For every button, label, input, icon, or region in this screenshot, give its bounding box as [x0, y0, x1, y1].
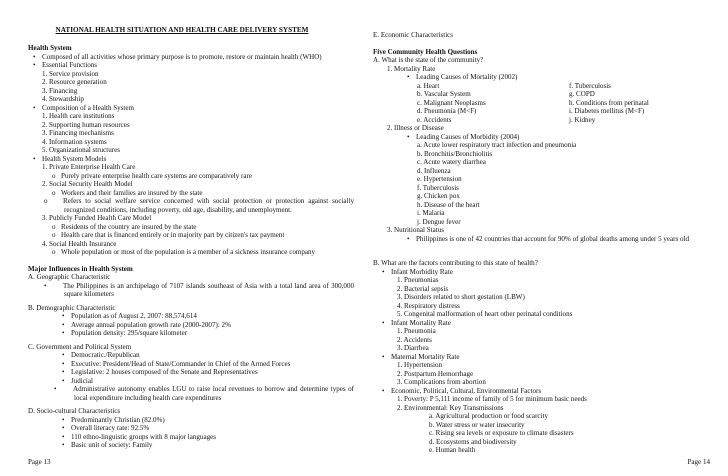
list-item: 1. Service provision: [42, 69, 99, 78]
question-label: A. What is the state of the community?: [373, 56, 484, 64]
list-item: j. Kidney: [569, 115, 596, 124]
list-item: 2. Social Security Health Model: [42, 180, 133, 188]
list-item: o Health care that is financed entirely or in majority part by citizen's tax payment: [52, 231, 285, 239]
list-item: b. Bronchitis/Bronchiolitis: [417, 149, 493, 158]
list-item: 2. Bacterial sepsis: [397, 284, 449, 293]
list-item: 2. Postpartum Hemorrhage: [397, 369, 474, 378]
list-item: 2. Accidents: [397, 335, 432, 344]
list-item: g. Chicken pox: [417, 192, 460, 200]
list-item: • Population density: 295/square kilometer: [62, 329, 188, 337]
list-item: d. Pneumonia (M<F): [417, 107, 477, 115]
list-item: • Population as of August 2, 2007: 88,574,614: [62, 312, 197, 320]
list-item: • Average annual population growth rate (2000-2007): 2%: [62, 320, 231, 329]
list-item: c. Malignant Neoplasms: [417, 98, 486, 107]
list-item: i. Diabetes mellitus (M<F): [569, 107, 645, 115]
major-influences-heading: Major Influences in Health System: [28, 264, 133, 273]
list-item: 1. Pneumonias: [397, 276, 439, 284]
list-item: 3. Publicly Funded Health Care Model: [42, 214, 152, 222]
list-item: • Leading Causes of Mortality (2002): [407, 73, 518, 81]
list-item: • The Philippines is an archipelago of 7107 islands southeast of Asia with a total land area of 300,000 square kilometers: [44, 281, 354, 298]
list-item: 1. Pneumonia: [397, 327, 436, 335]
list-item: 5. Organizational structures: [42, 146, 120, 154]
list-item: • Administrative autonomy enables LGU to raise local revenues to borrow and determine types of local expenditure including health care expenditures: [54, 385, 354, 402]
list-item: 3. Complications from abortion: [397, 378, 486, 386]
list-item: • Composed of all activities whose primary purpose is to promote, restore or maintain health (WHO): [33, 52, 322, 61]
list-item: • Basic unit of society: Family: [62, 441, 153, 449]
list-item: 1. Health care institutions: [42, 112, 115, 120]
list-item: d. Influenza: [417, 166, 451, 175]
list-item: • Judicial: [62, 376, 93, 385]
list-item: o Workers and their families are insured by the state: [52, 188, 203, 197]
list-item: 2. Environmental: Key Transmissions: [397, 403, 504, 412]
section-label: B. Demographic Characteristic: [28, 303, 116, 312]
list-item: e. Accidents: [417, 115, 452, 124]
question-label: B. What are the factors contributing to this state of health?: [373, 259, 538, 267]
list-item: 3. Disorders related to short gestation (LBW): [397, 293, 525, 301]
list-item: 3. Diarrhea: [397, 344, 429, 352]
page-13-content: [0, 44, 364, 450]
page-14-content: [364, 31, 728, 455]
list-item: j. Dengue fever: [417, 217, 461, 226]
list-item: 4. Social Health Insurance: [42, 239, 117, 248]
list-item: e. Human health: [429, 446, 476, 454]
list-item: • Philippines is one of 42 countries that account for 90% of global deaths among under 5 years old: [407, 234, 690, 243]
list-item: • Economic, Political, Cultural, Environmental Factors: [382, 386, 542, 395]
list-item: e. Hypertension: [417, 175, 462, 183]
list-item: • Maternal Mortality Rate: [382, 352, 460, 361]
list-item: • Overall literacy rate: 92.5%: [62, 424, 150, 432]
list-item: o Whole population or most of the population is a member of a sickness insurance company: [52, 248, 316, 256]
list-item: 1. Mortality Rate: [387, 64, 436, 73]
list-item: • 110 ethno-linguistic groups with 8 major languages: [62, 432, 216, 441]
list-item: • Essential Functions: [33, 61, 98, 69]
list-item: d. Ecosystems and biodiversity: [429, 437, 517, 446]
list-item: f. Tuberculosis: [569, 81, 611, 90]
list-item: • Leading Causes of Morbidity (2004): [407, 132, 520, 141]
list-item: 2. Illness or Disease: [387, 124, 444, 132]
list-item: • Health System Models: [33, 154, 107, 163]
list-item: • Executive: President/Head of State/Commander in Chief of the Armed Forces: [62, 359, 291, 368]
list-item: 1. Private Enterprise Health Care: [42, 163, 136, 171]
document-title: NATIONAL HEALTH SITUATION AND HEALTH CARE DELIVERY SYSTEM: [55, 26, 309, 34]
page-14: [364, 0, 728, 476]
page-number: Page 14: [687, 457, 710, 466]
list-item: f. Tuberculosis: [417, 183, 459, 192]
list-item: a. Acute lower respiratory tract infection and pneumonia: [417, 141, 577, 149]
five-questions-heading: Five Community Health Questions: [373, 47, 478, 56]
list-item: • Democratic./Republican: [62, 351, 140, 359]
list-item: • Infant Morbidity Rate: [382, 267, 453, 276]
list-item: o Refers to social welfare service concerned with social protection or protection against socially recognized conditions, including poverty, old age, disability, and unemployment.: [44, 197, 354, 214]
list-item: o Purely private enterprise health care systems are comparatively rare: [52, 171, 252, 180]
list-item: 1. Poverty: P 5,111 income of family of 5 for minimum basic needs: [397, 395, 587, 403]
section-label: A. Geographic Characteristic: [28, 273, 111, 281]
list-item: 4. Respiratory distress: [397, 301, 460, 310]
list-item: b. Vascular System: [417, 90, 471, 98]
list-item: 3. Financing: [42, 86, 78, 95]
page-number: Page 13: [28, 457, 51, 466]
list-item: a. Heart: [417, 81, 440, 90]
list-item: • Predominantly Christian (82.0%): [62, 415, 165, 424]
section-label: D. Socio-cultural Characteristics: [28, 407, 121, 415]
list-item: • Legislative: 2 houses composed of the Senate and Representatives: [62, 368, 258, 376]
mortality-causes-table: [373, 82, 718, 125]
list-item: 2. Supporting human resources: [42, 120, 130, 129]
list-item: h. Conditions from perinatal: [569, 98, 649, 107]
list-item: c. Acute watery diarrhea: [417, 158, 486, 166]
list-item: c. Rising sea levels or exposure to climate disasters: [429, 429, 574, 437]
list-item: i. Malaria: [417, 209, 445, 217]
list-item: 3. Nutritional Status: [387, 226, 444, 234]
list-item: o Residents of the country are insured by the state: [52, 222, 197, 231]
section-label: E. Economic Characteristics: [373, 31, 454, 39]
list-item: 5. Congenital malformation of heart other perinatal conditions: [397, 310, 573, 318]
section-label: C. Government and Political System: [28, 342, 132, 351]
list-item: • Infant Mortality Rate: [382, 318, 451, 327]
list-item: 2. Resource generation: [42, 78, 107, 86]
list-item: 1. Hypertension: [397, 361, 443, 369]
list-item: 4. Stewardship: [42, 95, 84, 103]
list-item: • Composition of a Health System: [33, 103, 134, 112]
list-item: g. COPD: [569, 90, 595, 98]
list-item: 3. Financing mechanisms: [42, 129, 114, 137]
list-item: 4. Information systems: [42, 137, 107, 146]
list-item: b. Water stress or water insecurity: [429, 420, 525, 429]
list-item: h. Disease of the heart: [417, 200, 480, 209]
list-item: a. Agricultural production or food scarcity: [429, 412, 548, 420]
health-system-heading: Health System: [28, 44, 72, 52]
